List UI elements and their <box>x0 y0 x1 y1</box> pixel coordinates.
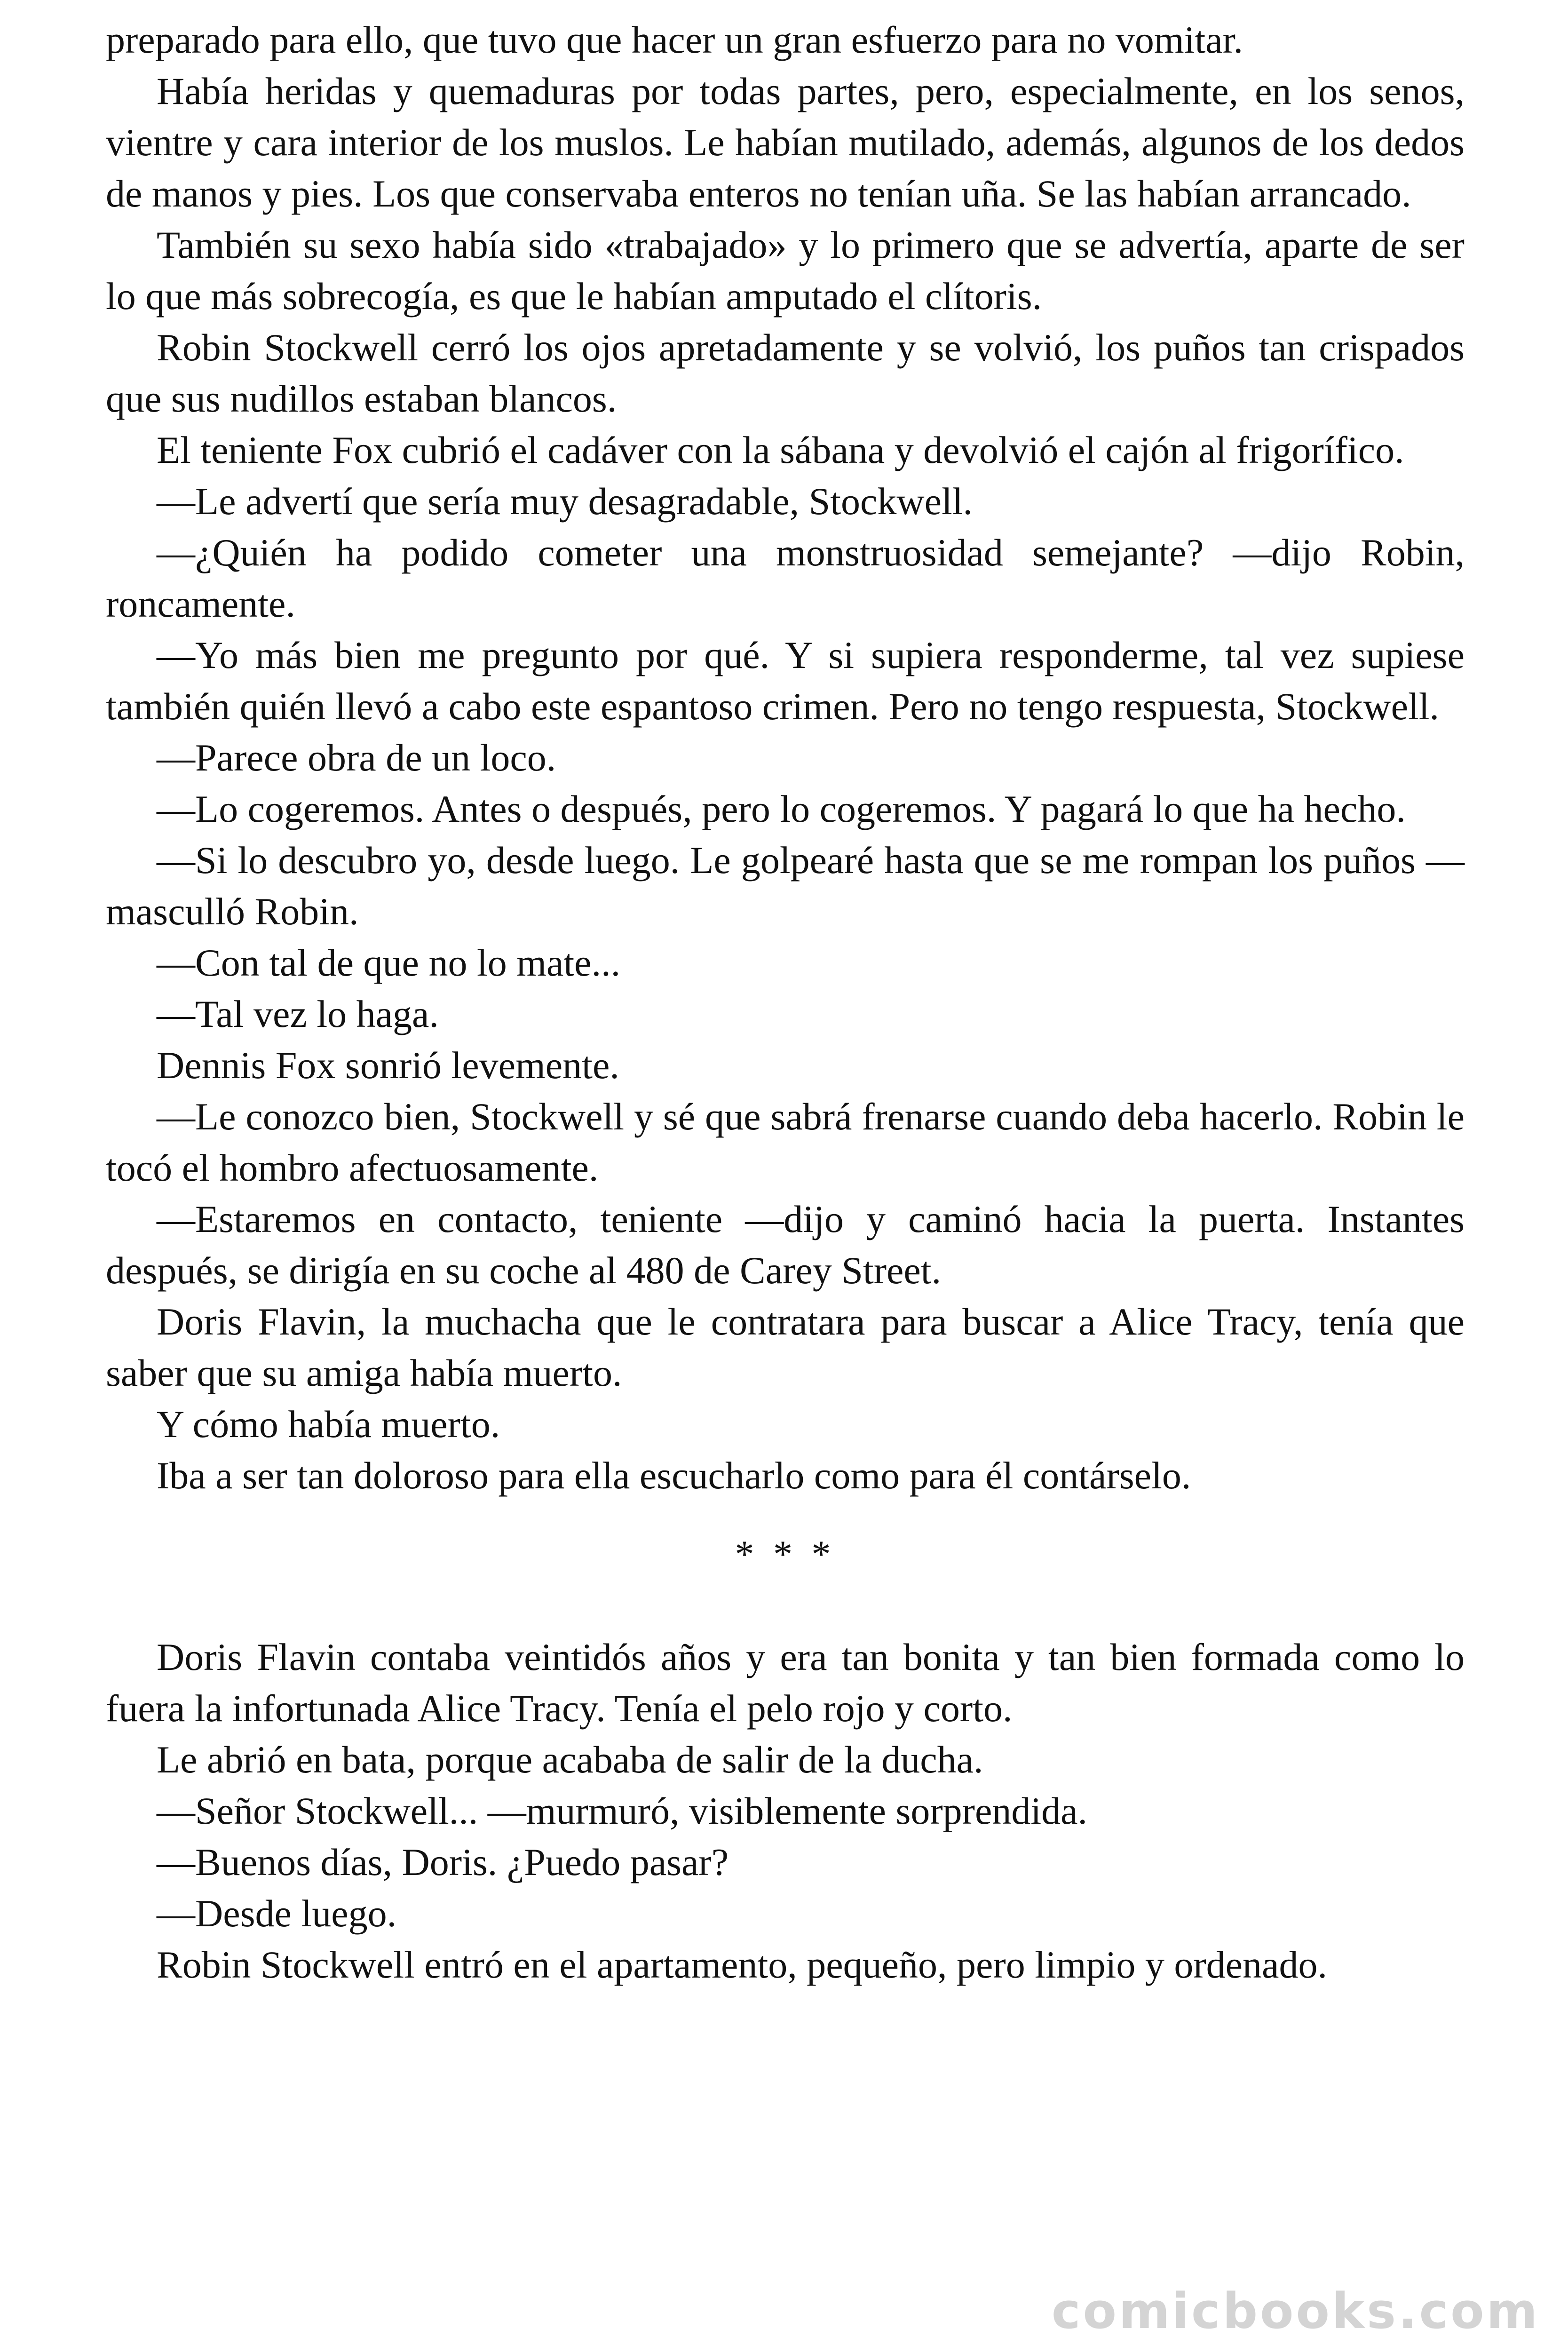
paragraph: —Buenos días, Doris. ¿Puedo pasar? <box>157 1841 729 1883</box>
section-separator: * * * <box>735 1533 836 1575</box>
paragraph: Le abrió en bata, porque acababa de salir de la ducha. <box>157 1738 983 1781</box>
paragraph: —¿Quién ha podido cometer una monstruosidad semejante? —dijo Robin, roncamente. <box>106 531 1465 625</box>
paragraph: —Lo cogeremos. Antes o después, pero lo cogeremos. Y pagará lo que ha hecho. <box>157 787 1406 830</box>
paragraph: Doris Flavin contaba veintidós años y era tan bonita y tan bien formada como lo fuera la infortunada Alice Tracy. Tenía el pelo rojo y corto. <box>106 1636 1465 1730</box>
paragraph: Doris Flavin, la muchacha que le contratara para buscar a Alice Tracy, tenía que saber que su amiga había muerto. <box>106 1300 1465 1394</box>
paragraph: Iba a ser tan doloroso para ella escucharlo como para él contárselo. <box>157 1454 1191 1497</box>
paragraph: —Señor Stockwell... —murmuró, visiblemente sorprendida. <box>157 1789 1088 1832</box>
paragraph: —Tal vez lo haga. <box>157 993 439 1035</box>
paragraph: —Le advertí que sería muy desagradable, Stockwell. <box>157 480 973 523</box>
paragraph: preparado para ello, que tuvo que hacer un gran esfuerzo para no vomitar. <box>106 18 1243 61</box>
paragraph: —Le conozco bien, Stockwell y sé que sabrá frenarse cuando deba hacerlo. Robin le tocó el hombro afectuosamente. <box>106 1095 1465 1189</box>
paragraph: —Yo más bien me pregunto por qué. Y si supiera responderme, tal vez supiese también quién llevó a cabo este espantoso crimen. Pero no tengo respuesta, Stockwell. <box>106 634 1465 728</box>
paragraph: —Desde luego. <box>157 1892 397 1935</box>
page-body <box>106 14 1465 1990</box>
paragraph: —Parece obra de un loco. <box>157 736 556 779</box>
paragraph: Y cómo había muerto. <box>157 1403 500 1446</box>
paragraph: Robin Stockwell entró en el apartamento, pequeño, pero limpio y ordenado. <box>157 1943 1327 1986</box>
paragraph: —Estaremos en contacto, teniente —dijo y caminó hacia la puerta. Instantes después, se dirigía en su coche al 480 de Carey Street. <box>106 1198 1465 1292</box>
paragraph: —Si lo descubro yo, desde luego. Le golpearé hasta que se me rompan los puños — masculló Robin. <box>106 839 1465 933</box>
paragraph: Dennis Fox sonrió levemente. <box>157 1044 619 1087</box>
paragraph: Había heridas y quemaduras por todas partes, pero, especialmente, en los senos, vientre y cara interior de los muslos. Le habían mutilado, además, algunos de los dedos de manos y pies. Los que conservaba enteros no tenían uña. Se las habían arrancado. <box>106 70 1465 215</box>
paragraph: —Con tal de que no lo mate... <box>157 941 621 984</box>
paragraph: El teniente Fox cubrió el cadáver con la sábana y devolvió el cajón al frigorífico. <box>157 429 1404 471</box>
watermark: comicbooks.com <box>1051 2282 1540 2340</box>
paragraph: También su sexo había sido «trabajado» y lo primero que se advertía, aparte de ser lo que más sobrecogía, es que le habían amputado el clítoris. <box>106 223 1465 318</box>
paragraph: Robin Stockwell cerró los ojos apretadamente y se volvió, los puños tan crispados que sus nudillos estaban blancos. <box>106 326 1465 420</box>
